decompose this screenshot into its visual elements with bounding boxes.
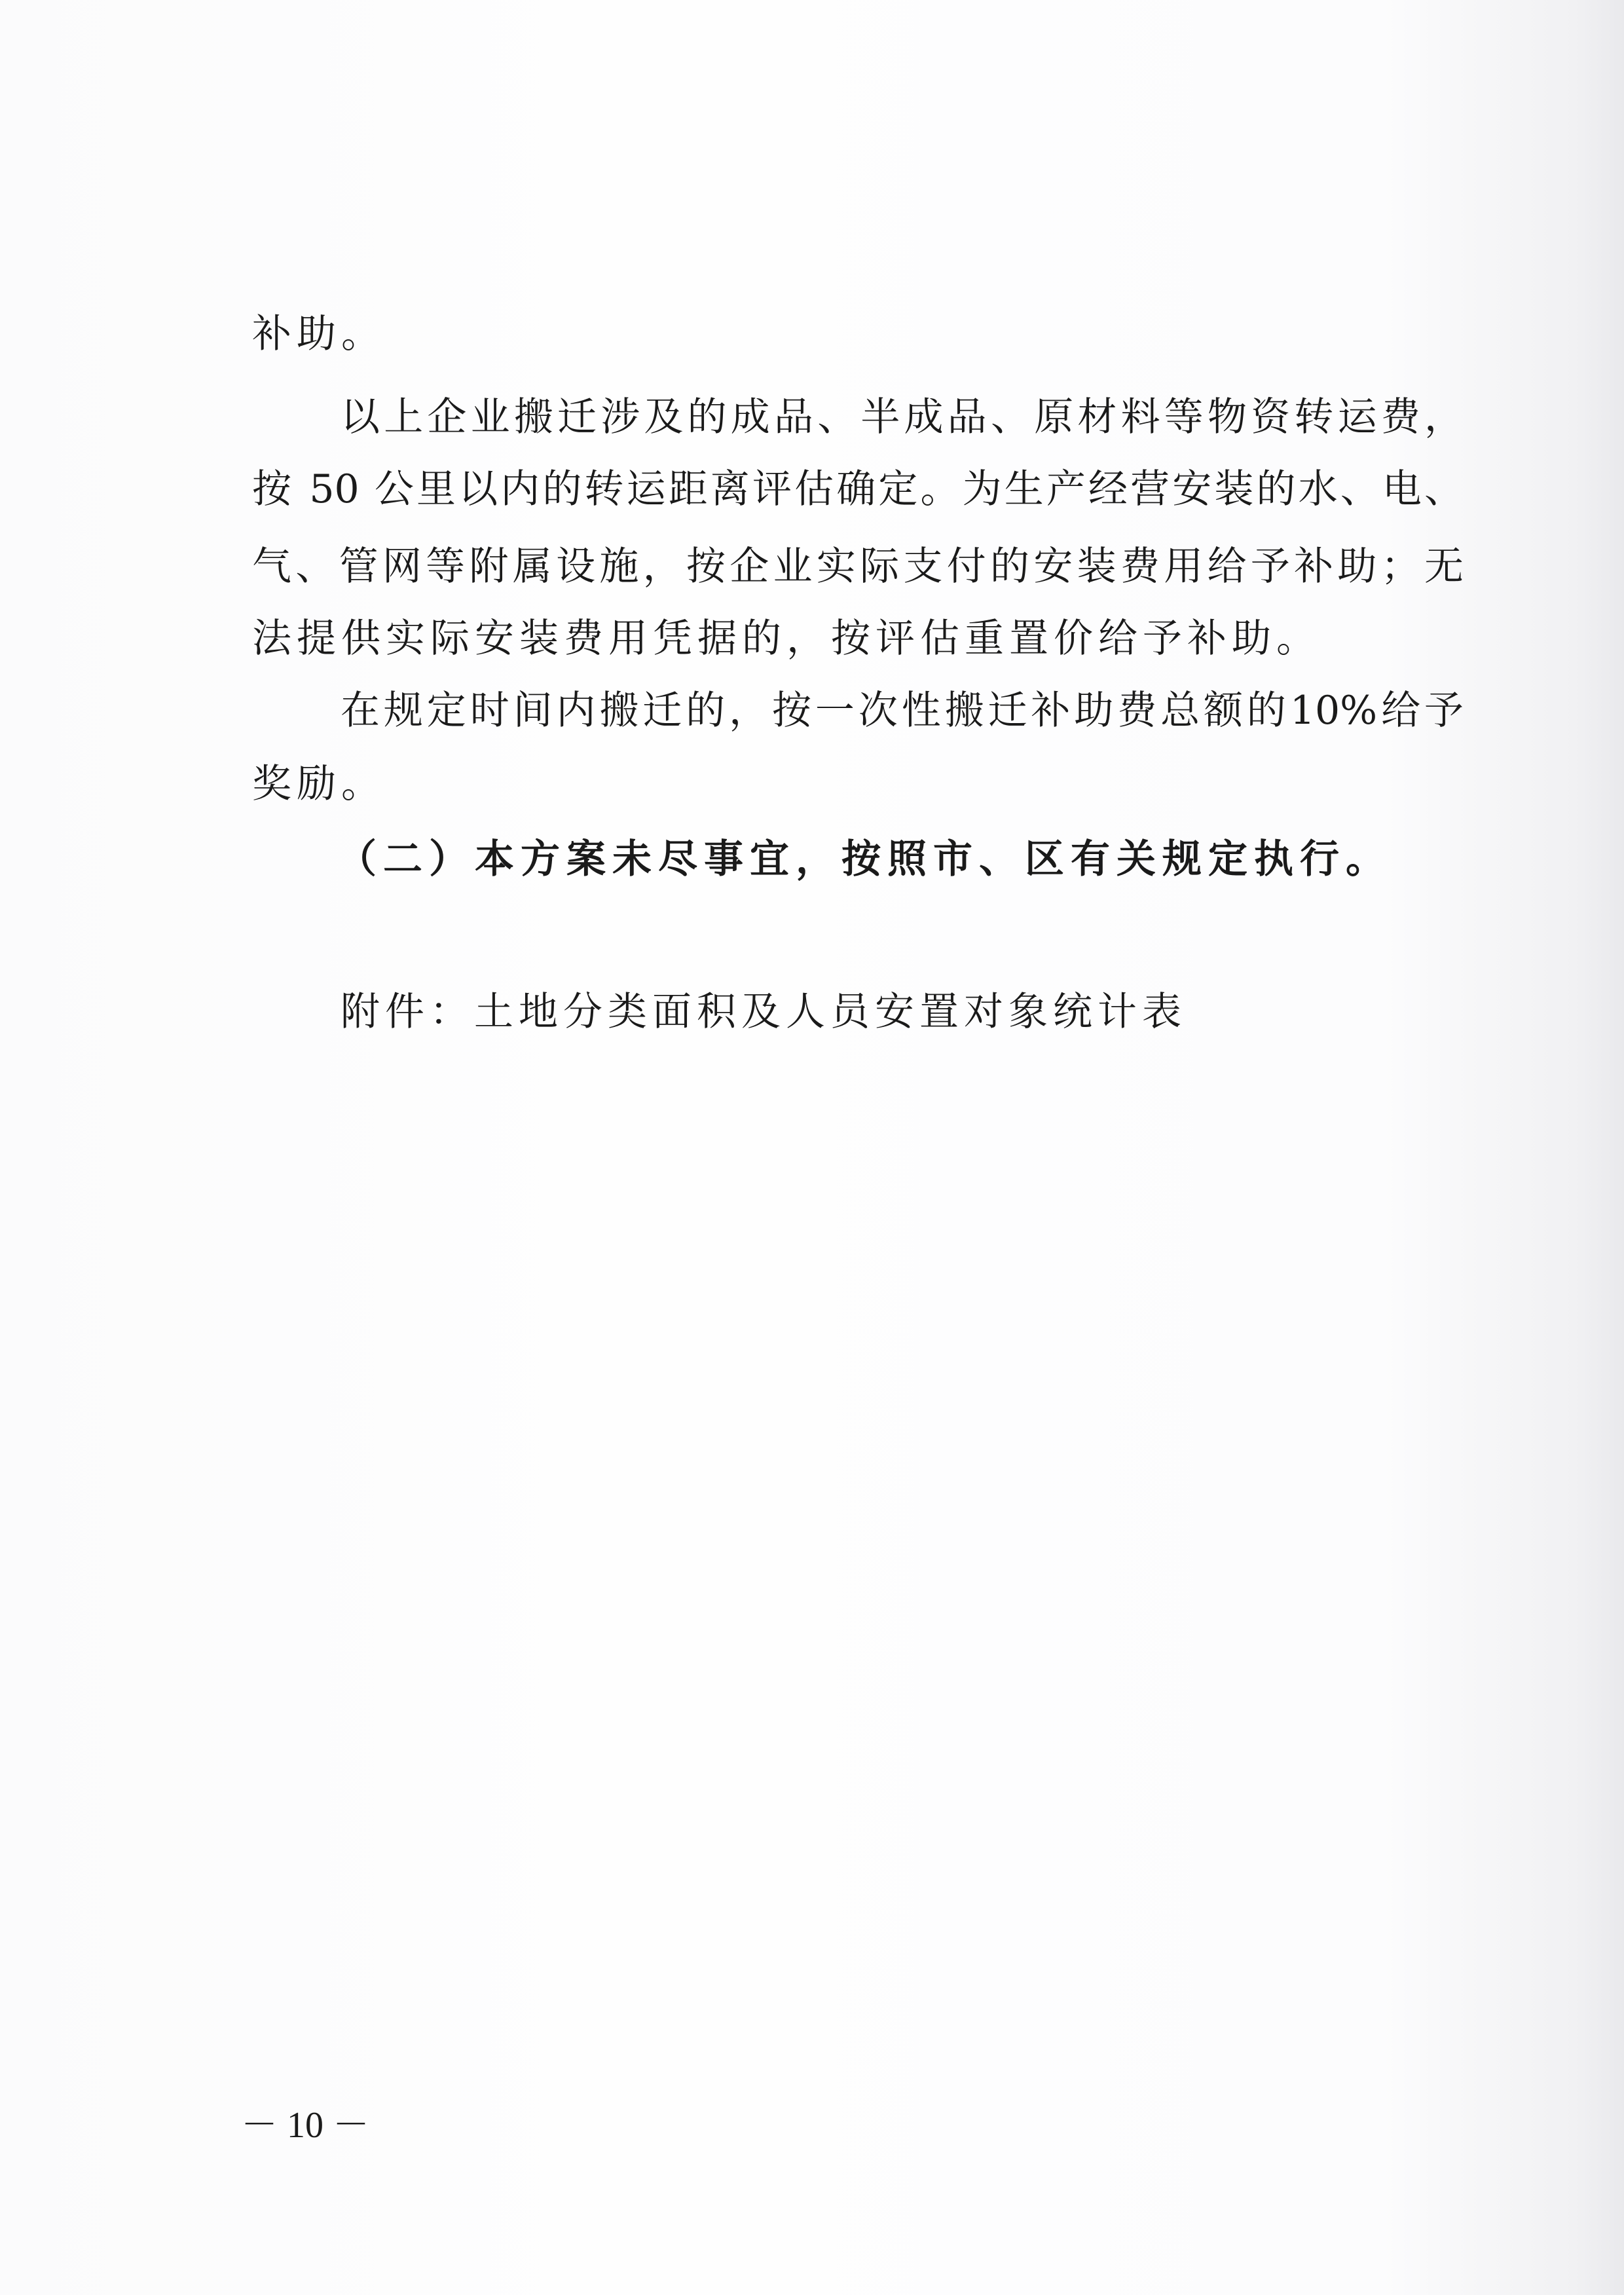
page-number: － 10 － (241, 2105, 369, 2146)
paragraph-line: 在规定时间内搬迁的，按一次性搬迁补助费总额的10%给予 (341, 688, 1464, 734)
section-heading: （二）本方案未尽事宜，按照市、区有关规定执行。 (337, 836, 1392, 882)
paragraph-line: 气、管网等附属设施，按企业实际支付的安装费用给予补助；无 (252, 544, 1464, 589)
paragraph-line: 法提供实际安装费用凭据的，按评估重置价给予补助。 (252, 616, 1321, 662)
paragraph-line: 按 50 公里以内的转运距离评估确定。为生产经营安装的水、电、 (252, 466, 1464, 512)
paragraph-line: 以上企业搬迁涉及的成品、半成品、原材料等物资转运费， (341, 394, 1464, 440)
attachment-note: 附件：土地分类面积及人员安置对象统计表 (341, 989, 1187, 1035)
paragraph-line: 补助。 (252, 311, 386, 357)
paragraph-line: 奖励。 (252, 761, 386, 807)
